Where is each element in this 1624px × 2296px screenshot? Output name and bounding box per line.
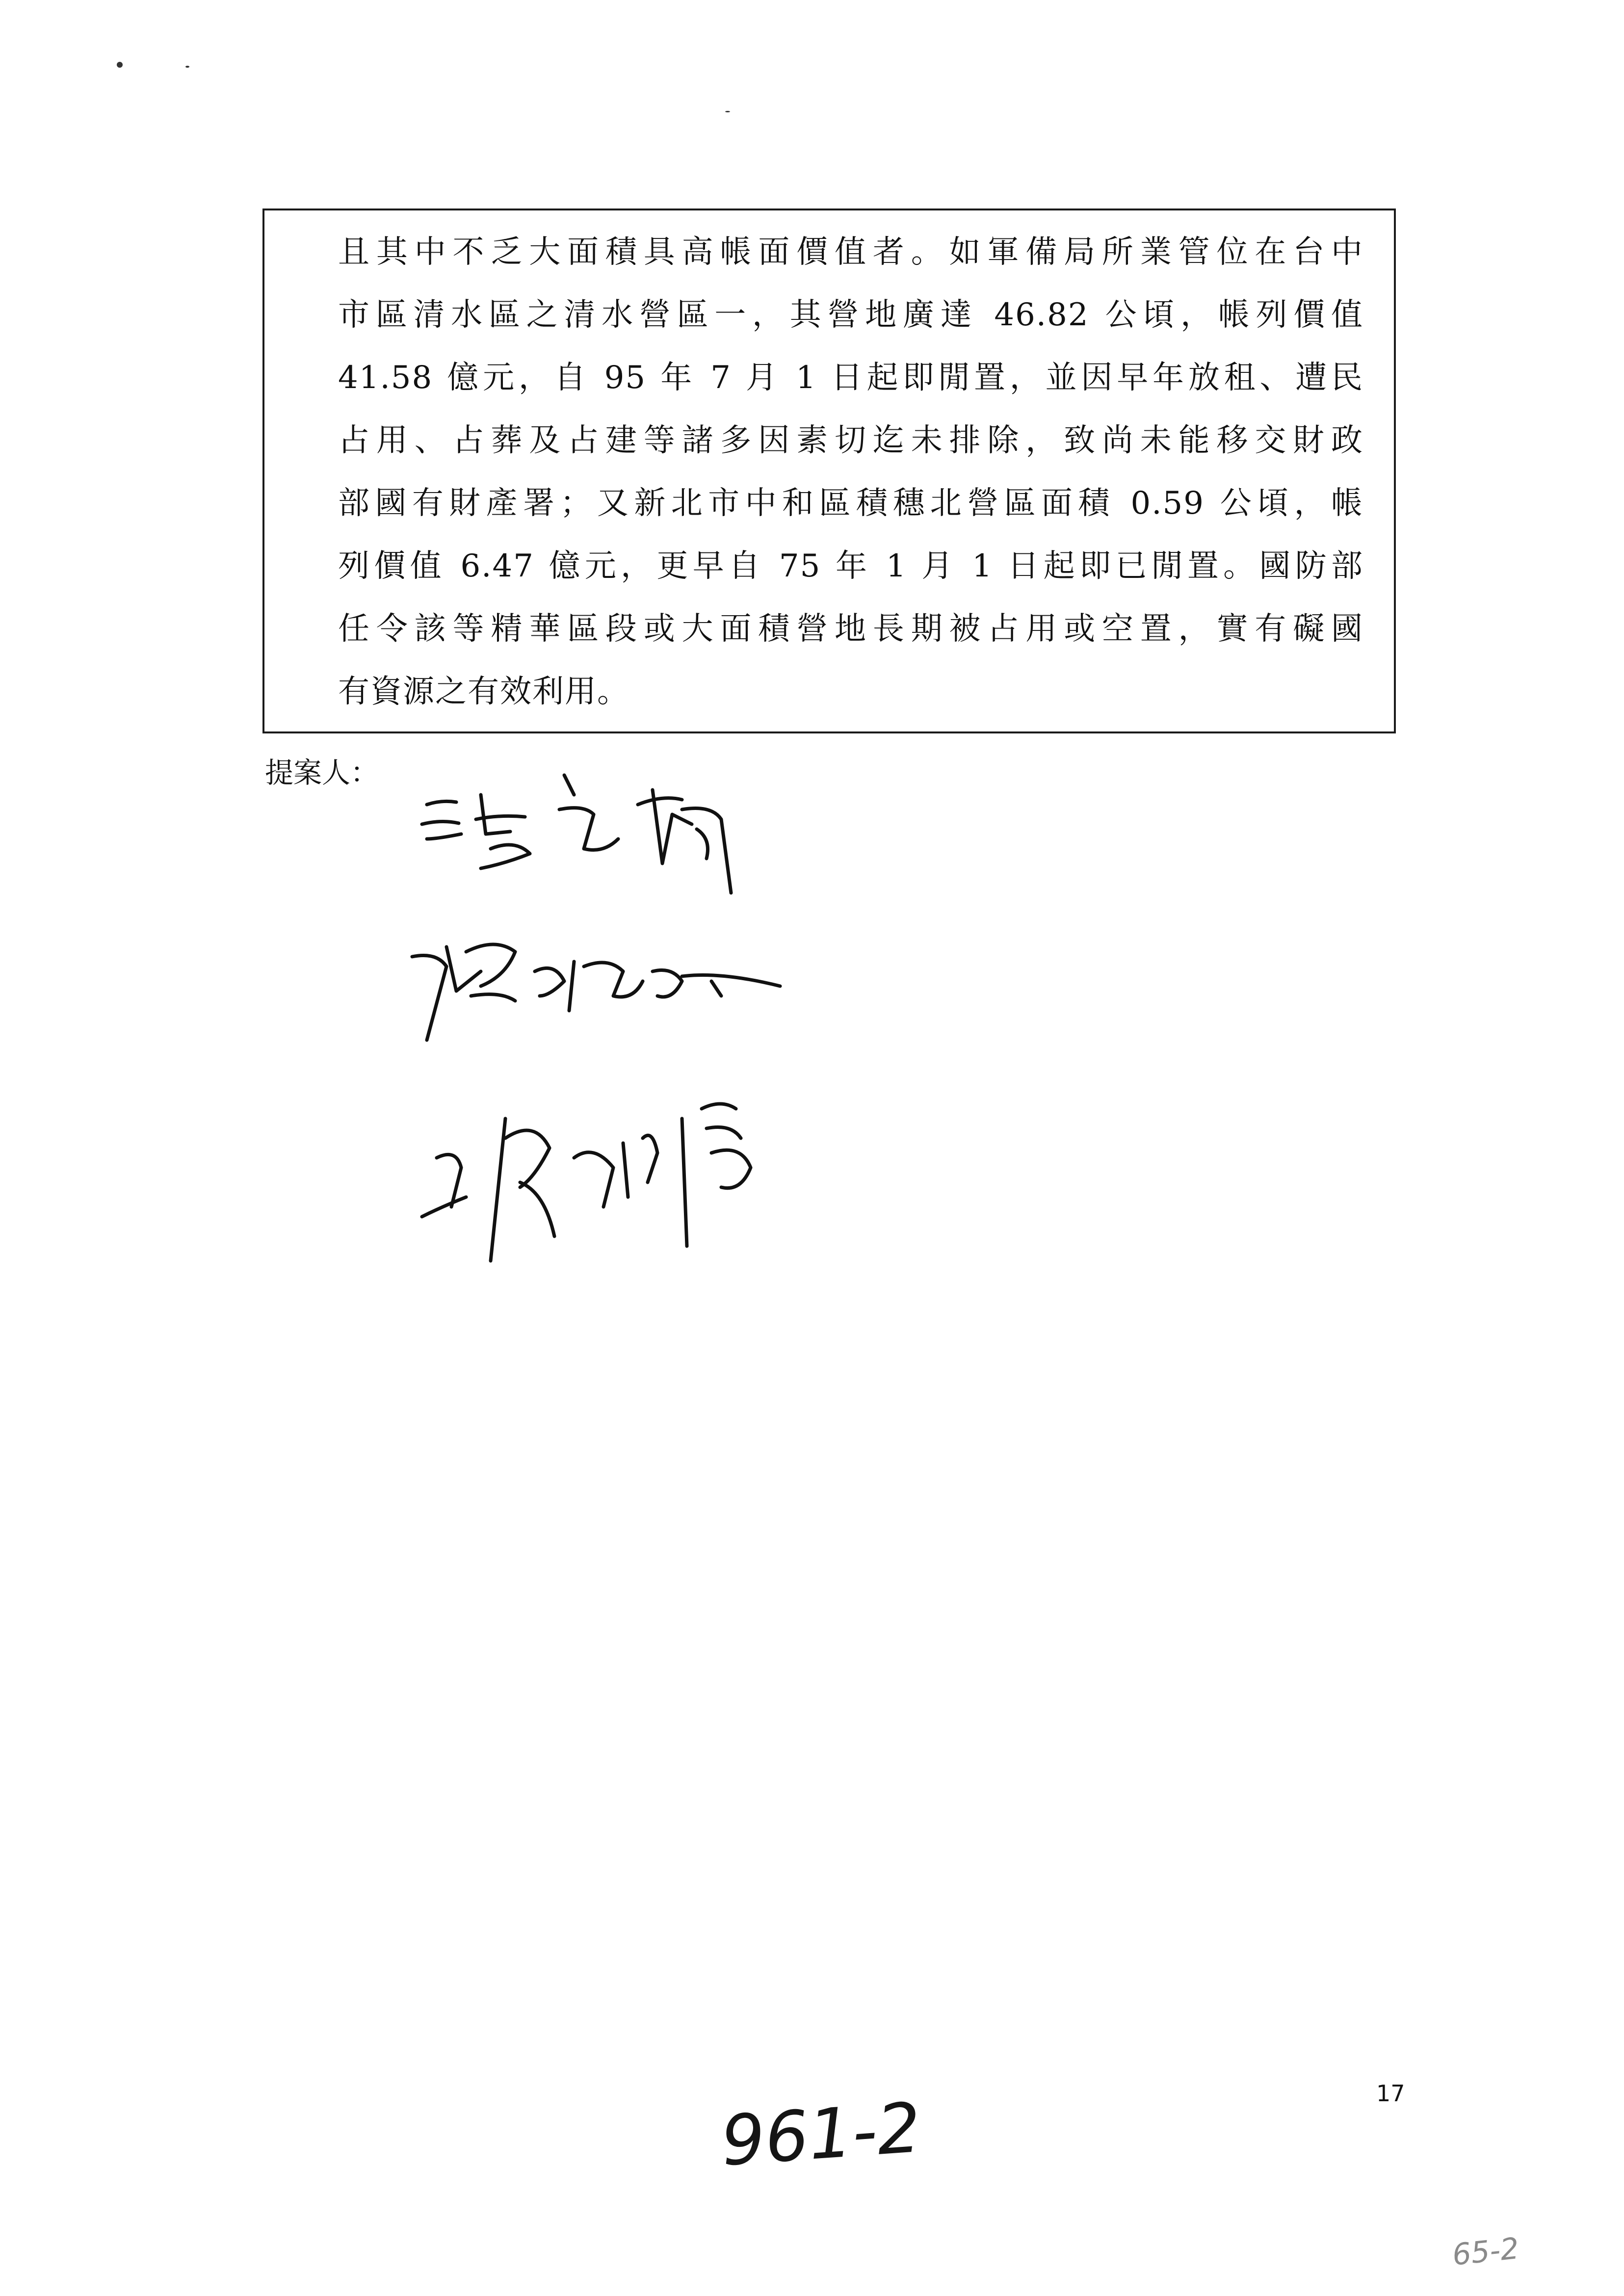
- signature-2: [412, 944, 780, 1040]
- body-text-line: 部國有財產署；又新北市中和區積穗北營區面積 0.59 公頃，帳: [338, 485, 1363, 522]
- body-text-line: 列價值 6.47 億元，更早自 75 年 1 月 1 日起即已閒置。國防部: [338, 548, 1363, 584]
- body-text-line: 市區清水區之清水營區一，其營地廣達 46.82 公頃，帳列價值: [338, 297, 1363, 333]
- corner-mark: 65-2: [1450, 2231, 1521, 2272]
- signature-1: [422, 775, 731, 893]
- body-text-line: 占用、占葬及占建等諸多因素切迄未排除，致尚未能移交財政: [338, 422, 1363, 459]
- body-text-line: 且其中不乏大面積具高帳面價值者。如軍備局所業管位在台中: [338, 234, 1363, 270]
- body-text-line: 有資源之有效利用。: [338, 674, 629, 710]
- scan-speck: [725, 111, 730, 112]
- page-number: 17: [1376, 2080, 1405, 2107]
- body-text-line: 41.58 億元，自 95 年 7 月 1 日起即閒置，並因早年放租、遭民: [338, 360, 1363, 396]
- signature-3: [422, 1104, 751, 1261]
- handwritten-signatures: [407, 765, 898, 1305]
- proposer-label: 提案人：: [265, 756, 379, 789]
- handwritten-page-code: 961-2: [718, 2088, 924, 2182]
- scan-speck: [117, 62, 123, 68]
- body-text-line: 任令該等精華區段或大面積營地長期被占用或空置，實有礙國: [338, 611, 1363, 647]
- body-text-box: [262, 209, 1396, 733]
- scan-speck: [185, 66, 189, 68]
